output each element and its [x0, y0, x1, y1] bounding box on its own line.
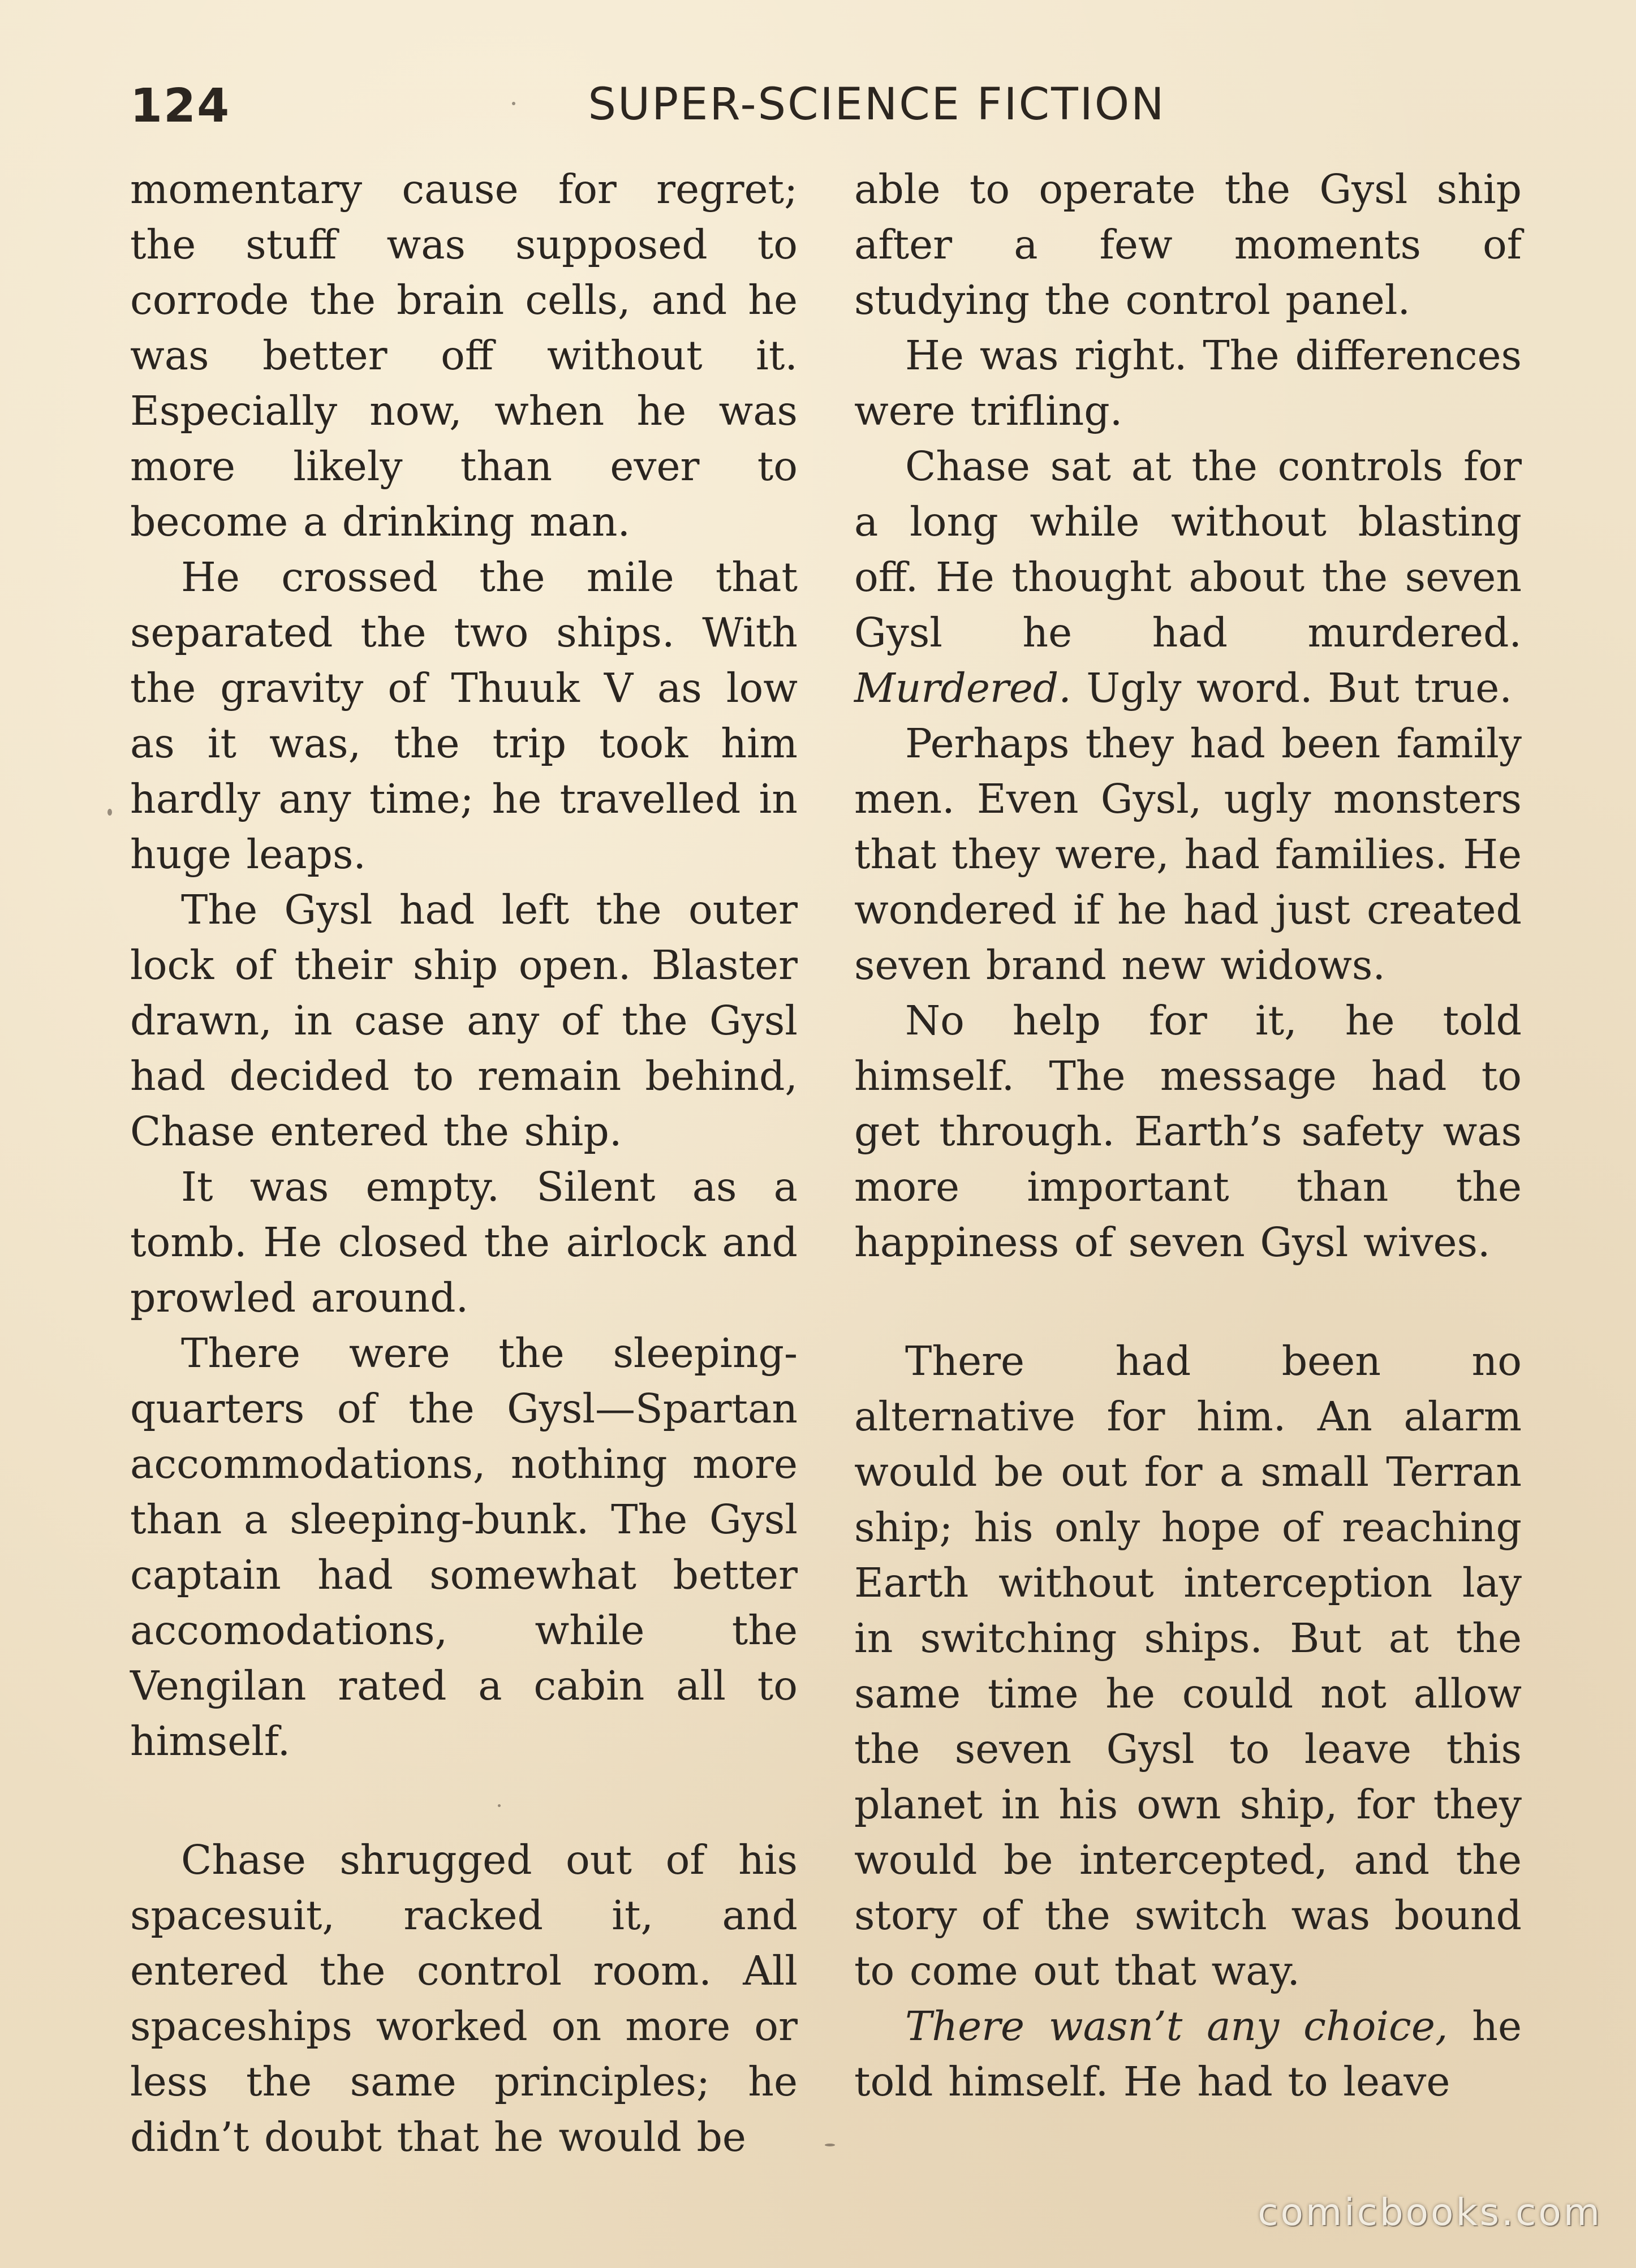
- paragraph: The Gysl had left the outer lock of their ship open. Blaster drawn, in case any of the Gysl had decided to remain behind, Chase entered the ship.: [130, 886, 798, 1155]
- print-speck: [825, 2144, 835, 2146]
- paragraph-text: he told himself. He had to leave: [854, 2003, 1522, 2105]
- page-number: 124: [130, 79, 231, 133]
- paragraph: He was right. The differences were trifling.: [854, 332, 1522, 434]
- paragraph: No help for it, he told himself. The message had to get through. Earth’s safety was more important than the happiness of seven Gysl wives.: [854, 997, 1522, 1266]
- print-speck: [107, 809, 112, 816]
- paragraph: There were the sleeping-quarters of the Gysl—Spartan accommodations, nothing more than a sleeping-bunk. The Gysl captain had somewhat better accomodations, while the Vengilan rated a cabin all to himself.: [130, 1330, 798, 1765]
- paragraph: It was empty. Silent as a tomb. He closed the airlock and prowled around.: [130, 1163, 798, 1321]
- right-column: [854, 162, 1522, 2110]
- print-speck: [498, 1804, 501, 1807]
- paragraph: Chase shrugged out of his spacesuit, racked it, and entered the control room. All spaceships worked on more or less the same principles; he didn’t doubt that he would be: [130, 1836, 798, 2161]
- paragraph-text: Ugly word. But true.: [1071, 665, 1512, 712]
- paragraph: Perhaps they had been family men. Even Gysl, ugly monsters that they were, had families. He wondered if he had just created seven brand new widows.: [854, 720, 1522, 989]
- paragraph: There had been no alternative for him. An alarm would be out for a small Terran ship; his only hope of reaching Earth without interception lay in switching ships. But at the same time he could not allow the seven Gysl to leave this planet in his own ship, for they would be intercepted, and the story of the switch was bound to come out that way.: [854, 1338, 1522, 1994]
- italic-word: Murdered.: [854, 665, 1071, 712]
- paragraph: [854, 439, 1522, 716]
- paragraph: [854, 1999, 1522, 2110]
- section-break: [854, 1270, 1522, 1334]
- paragraph: momentary cause for regret; the stuff was supposed to corrode the brain cells, and he was better off without it. Especially now, when he was more likely than ever to become a drinking man.: [130, 166, 798, 545]
- print-speck: [512, 102, 515, 105]
- paragraph: He crossed the mile that separated the two ships. With the gravity of Thuuk V as low as it was, the trip took him hardly any time; he travelled in huge leaps.: [130, 554, 798, 878]
- running-title: SUPER-SCIENCE FICTION: [588, 79, 1166, 130]
- italic-phrase: There wasn’t any choice,: [905, 2003, 1448, 2050]
- watermark: comicbooks.com: [1258, 2191, 1602, 2234]
- left-column: [130, 162, 798, 2165]
- paragraph-text: Chase sat at the controls for a long while without blasting off. He thought about the seven Gysl he had murdered.: [854, 443, 1522, 656]
- section-break: [130, 1769, 798, 1832]
- page-header: [130, 79, 1522, 141]
- paragraph: able to operate the Gysl ship after a few moments of studying the control panel.: [854, 166, 1522, 324]
